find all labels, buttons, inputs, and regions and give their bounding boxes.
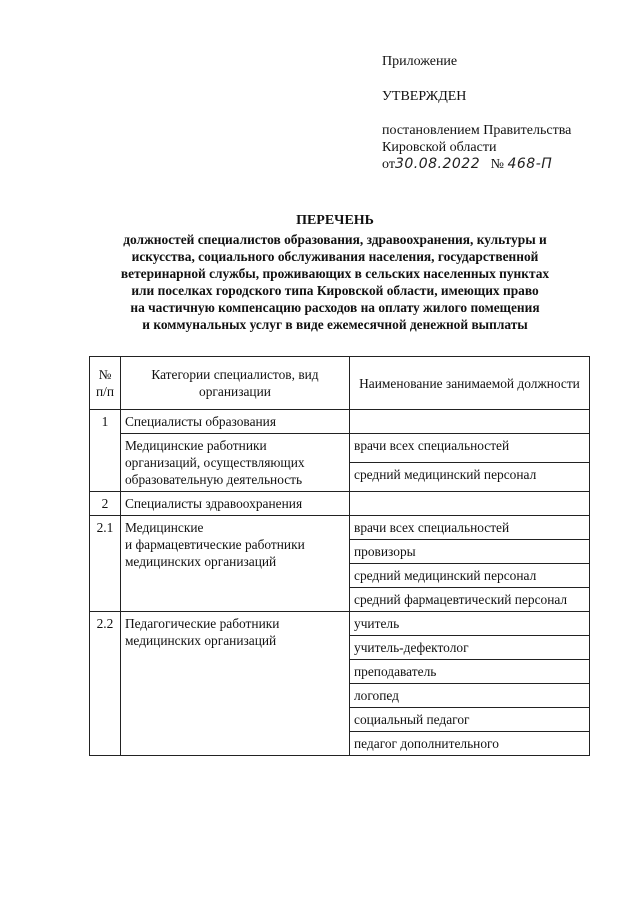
table-row bbox=[90, 410, 590, 434]
row-category: Специалисты здравоохранения bbox=[120, 492, 349, 516]
decree-line-2: Кировской области bbox=[382, 140, 497, 155]
row-position: социальный педагог bbox=[350, 708, 590, 732]
row-position bbox=[350, 492, 590, 516]
row-category: Медицинские работники организаций, осуществляющих образовательную деятельность bbox=[120, 434, 349, 492]
number-prefix: № bbox=[490, 157, 504, 172]
row-position: провизоры bbox=[350, 540, 590, 564]
category-line: Медицинские bbox=[124, 520, 204, 535]
row-category bbox=[120, 516, 349, 612]
title-line: и коммунальных услуг в виде ежемесячной денежной выплаты bbox=[142, 317, 528, 332]
table-header-row bbox=[90, 357, 590, 410]
header-num: № п/п bbox=[90, 357, 121, 410]
title-line: должностей специалистов образования, здравоохранения, культуры и bbox=[123, 232, 547, 247]
row-position bbox=[350, 410, 590, 434]
row-position: преподаватель bbox=[350, 660, 590, 684]
table-row bbox=[90, 492, 590, 516]
header-position: Наименование занимаемой должности bbox=[350, 357, 590, 410]
decree-line-1: постановлением Правительства bbox=[382, 123, 572, 138]
row-position: средний фармацевтический персонал bbox=[350, 588, 590, 612]
row-num: 1 bbox=[90, 410, 121, 434]
table-row bbox=[90, 516, 590, 540]
row-position: средний медицинский персонал bbox=[350, 463, 590, 492]
appendix-label: Приложение bbox=[382, 54, 458, 69]
row-category: Педагогические работники медицинских организаций bbox=[120, 612, 349, 756]
positions-table bbox=[89, 356, 590, 756]
table-row bbox=[90, 612, 590, 636]
row-num: 2.2 bbox=[90, 612, 121, 756]
row-category: Специалисты образования bbox=[120, 410, 349, 434]
approved-label: УТВЕРЖДЕН bbox=[382, 89, 467, 104]
header-category: Категории специалистов, вид организации bbox=[120, 357, 349, 410]
document-title bbox=[40, 212, 630, 333]
title-line: на частичную компенсацию расходов на оплату жилого помещения bbox=[130, 300, 540, 315]
row-position: учитель-дефектолог bbox=[350, 636, 590, 660]
handwritten-date: 30.08.2022 bbox=[394, 156, 481, 172]
row-num: 2 bbox=[90, 492, 121, 516]
row-position: врачи всех специальностей bbox=[350, 434, 590, 463]
row-num: 2.1 bbox=[90, 516, 121, 612]
handwritten-number: 468-П bbox=[507, 156, 553, 172]
date-prefix: от bbox=[382, 157, 395, 172]
title-line: искусства, социального обслуживания населения, государственной bbox=[131, 249, 539, 264]
category-line: и фармацевтические работники медицинских организаций bbox=[124, 537, 305, 569]
title-line: ветеринарной службы, проживающих в сельских населенных пунктах bbox=[120, 266, 550, 281]
row-position: педагог дополнительного bbox=[350, 732, 590, 756]
date-number-line bbox=[382, 156, 571, 173]
table-row bbox=[90, 434, 590, 463]
title-line: или поселках городского типа Кировской области, имеющих право bbox=[131, 283, 539, 298]
row-position: врачи всех специальностей bbox=[350, 516, 590, 540]
row-position: логопед bbox=[350, 684, 590, 708]
approval-block bbox=[382, 53, 571, 173]
row-position: средний медицинский персонал bbox=[350, 564, 590, 588]
title-main: ПЕРЕЧЕНЬ bbox=[296, 213, 374, 228]
row-position: учитель bbox=[350, 612, 590, 636]
